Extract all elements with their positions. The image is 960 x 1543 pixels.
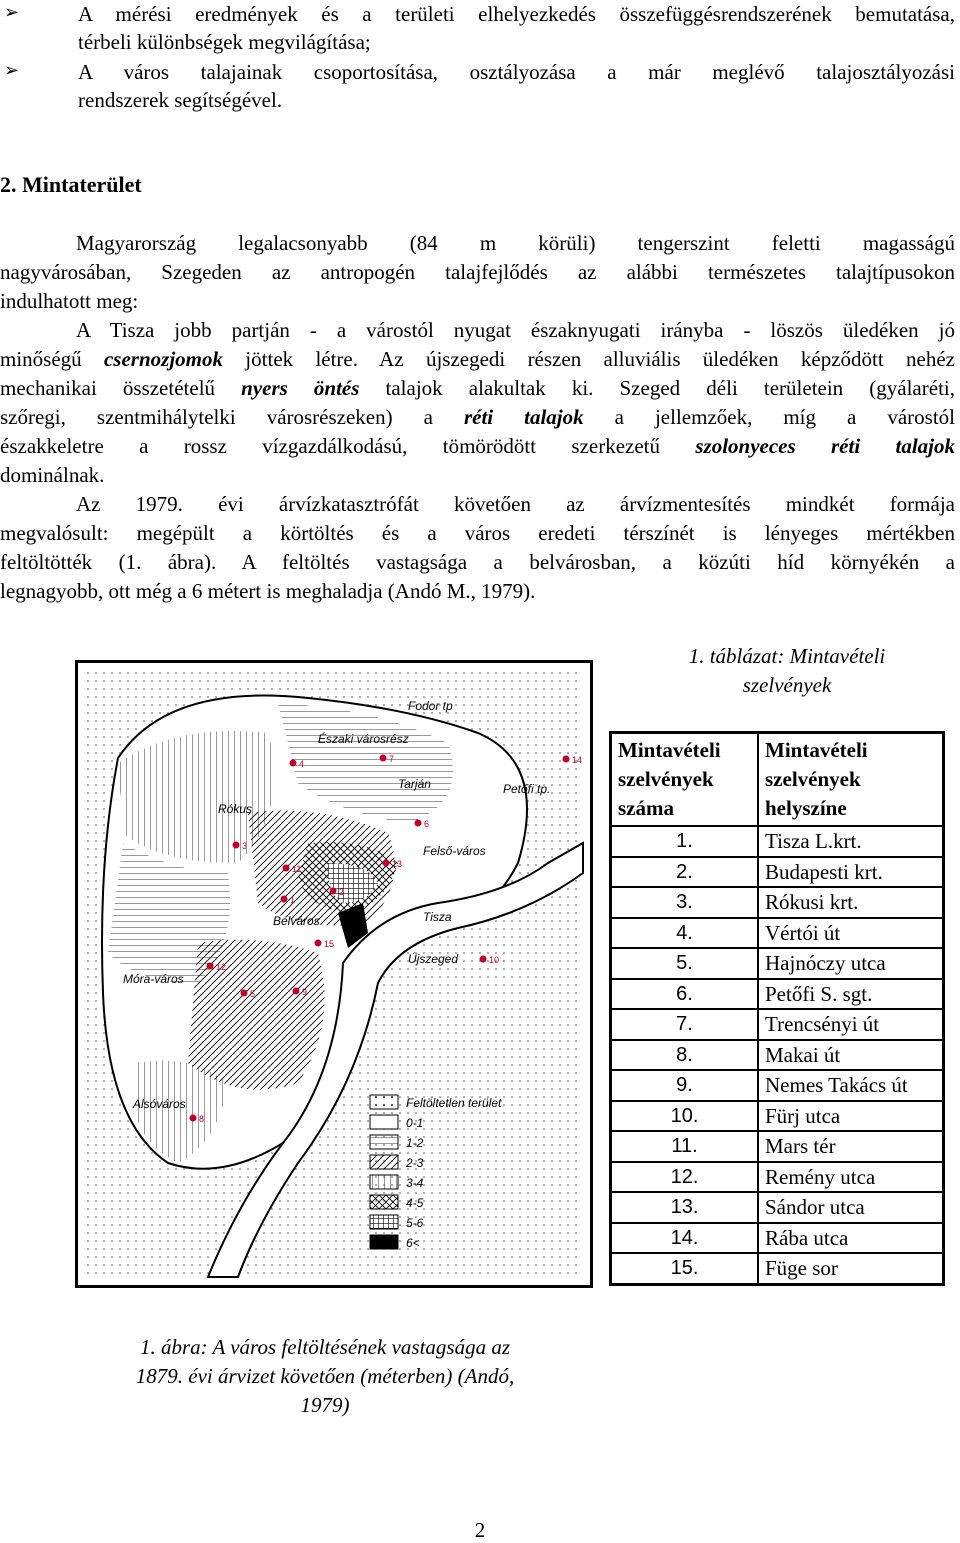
arrow-bullet-icon: ➢ [4,2,20,23]
site-label: 5 [250,989,256,999]
site-label: 4 [299,759,305,769]
column-header-number: Mintavételi szelvények száma [611,733,759,827]
bullet-1-line-2: térbeli különbségek megvilágítása; [78,30,371,54]
sample-sites-table [609,731,945,1286]
site-number-cell: 9. [611,1070,759,1101]
site-location-cell: Sándor utca [758,1192,944,1223]
section-heading: 2. Mintaterület [0,172,142,197]
page-number: 2 [474,1518,486,1542]
bullet-1-line-1: A mérési eredmények és a területi elhelyezkedés összefüggésrendszerének bemutatása, [78,2,955,26]
site-location-cell: Makai út [758,1040,944,1071]
column-header-location: Mintavételi szelvények helyszíne [758,733,944,827]
site-location-cell: Hajnóczy utca [758,948,944,979]
map-label-eszaki: Északi városrész [318,732,409,746]
table-row [611,1131,944,1162]
map-label-belvaros: Belváros [273,914,320,928]
table-row [611,826,944,857]
map-label-petofi: Petőfi tp. [503,782,551,796]
para2-line-2: minőségű csernozjomok jöttek létre. Az újszegedi részen alluviális üledéken képződött nehéz [0,347,955,371]
para3-line-3: feltöltötték (1. ábra). A feltöltés vastagsága a belvárosban, a közúti híd környékén a [0,550,955,574]
para3-line-2: megvalósult: megépült a körtöltés és a város eredeti térszínét is lényeges mértékben [0,521,955,545]
para2-line-1: A Tisza jobb partján - a várostól nyugat északnyugati irányba - löszös üledéken jó [76,318,955,342]
site-number-cell: 10. [611,1101,759,1132]
svg-text:5-6: 5-6 [406,1216,424,1230]
term-nyers-ontes: nyers öntés [241,376,360,400]
site-label: 12 [216,962,227,972]
site-number-cell: 12. [611,1162,759,1193]
svg-text:2-3: 2-3 [406,1156,424,1170]
para1-line-1: Magyarország legalacsonyabb (84 m körüli) tengerszint feletti magasságú [76,231,955,255]
site-label: 9 [302,987,308,997]
site-label: 14 [572,755,583,765]
svg-text:6<: 6< [406,1236,420,1250]
site-label: 7 [389,754,395,764]
table-row [611,1223,944,1254]
site-label: 1 [290,895,296,905]
para2-line-5: északkeletre a rossz vízgazdálkodású, tömörödött szerkezetű szolonyeces réti talajok [0,434,955,458]
table-header-row [611,733,944,827]
site-number-cell: 6. [611,979,759,1010]
table-row [611,887,944,918]
svg-text:4-5: 4-5 [406,1196,424,1210]
table-row [611,1162,944,1193]
map-label-rokus: Rókus [218,802,253,816]
site-location-cell: Remény utca [758,1162,944,1193]
site-location-cell: Vértói út [758,918,944,949]
table-row [611,918,944,949]
site-location-cell: Fürj utca [758,1101,944,1132]
map-label-tarjan: Tarján [398,777,431,791]
site-number-cell: 3. [611,887,759,918]
site-location-cell: Trencsényi út [758,1009,944,1040]
para1-line-3: indulhatott meg: [0,289,139,313]
site-label: 15 [324,939,335,949]
para3-line-1: Az 1979. évi árvízkatasztrófát követően az árvízmentesítés mindkét formája [76,492,955,516]
site-number-cell: 4. [611,918,759,949]
para2-line-3: mechanikai összetételű nyers öntés talajok alakultak ki. Szeged déli területein (gyálaréti, [0,376,955,400]
table-row [611,1009,944,1040]
site-number-cell: 2. [611,857,759,888]
map-figure [75,660,593,1288]
site-number-cell: 11. [611,1131,759,1162]
site-label: 11 [292,864,302,874]
site-number-cell: 8. [611,1040,759,1071]
site-number-cell: 15. [611,1253,759,1284]
map-label-fodor: Fodor tp [408,699,453,713]
term-szolonyeces: szolonyeces réti talajok [695,434,955,458]
site-label: 6 [424,819,430,829]
site-label: 13 [392,859,403,869]
bullet-2-line-2: rendszerek segítségével. [78,88,283,112]
site-number-cell: 1. [611,826,759,857]
site-label: 8 [199,1114,205,1124]
site-location-cell: Rókusi krt. [758,887,944,918]
term-csernozjomok: csernozjomok [103,347,223,371]
table-row [611,948,944,979]
arrow-bullet-icon: ➢ [4,60,20,81]
table-caption: 1. táblázat: Mintavételi szelvények [688,644,886,697]
site-number-cell: 5. [611,948,759,979]
para3-line-4: legnagyobb, ott még a 6 métert is meghaladja (Andó M., 1979). [0,579,536,603]
site-number-cell: 7. [611,1009,759,1040]
site-location-cell: Füge sor [758,1253,944,1284]
table-row [611,1070,944,1101]
table-row [611,1253,944,1284]
site-label: 10 [489,955,500,965]
table-row [611,1101,944,1132]
table-row [611,1040,944,1071]
site-location-cell: Rába utca [758,1223,944,1254]
para2-line-6: dominálnak. [0,463,105,487]
site-location-cell: Nemes Takács út [758,1070,944,1101]
svg-text:3-4: 3-4 [406,1176,424,1190]
table-row [611,979,944,1010]
para2-line-4: szőregi, szentmihálytelki városrészeken) a réti talajok a jellemzőek, míg a várostól [0,405,956,429]
svg-text:1-2: 1-2 [406,1136,424,1150]
map-label-felso: Felső-város [423,844,486,858]
para1-line-2: nagyvárosában, Szegeden az antropogén talajfejlődés az alábbi természetes talajtípusokon [0,260,955,284]
site-location-cell: Budapesti krt. [758,857,944,888]
site-location-cell: Tisza L.krt. [758,826,944,857]
figure-caption: 1. ábra: A város feltöltésének vastagsága az 1879. évi árvizet követően (méterben) (Andó, 1979) [135,1335,515,1417]
site-location-cell: Petőfi S. sgt. [758,979,944,1010]
bullet-2-line-1: A város talajainak csoportosítása, osztályozása a már meglévő talajosztályozási [78,60,955,84]
site-number-cell: 14. [611,1223,759,1254]
site-location-cell: Mars tér [758,1131,944,1162]
term-reti-talajok: réti talajok [463,405,584,429]
map-label-ujszeged: Újszeged [408,952,459,966]
map-label-mora: Móra-város [123,972,184,986]
site-label: 3 [242,841,248,851]
map-label-tisza: Tisza [423,910,452,924]
table-row [611,857,944,888]
szeged-fill-map [78,663,590,1285]
site-number-cell: 13. [611,1192,759,1223]
map-label-also: Alsóváros [133,1097,186,1111]
svg-text:0-1: 0-1 [406,1116,424,1130]
site-label: 2 [339,887,345,897]
table-row [611,1192,944,1223]
svg-text:Feltöltetlen terület: Feltöltetlen terület [406,1096,502,1110]
